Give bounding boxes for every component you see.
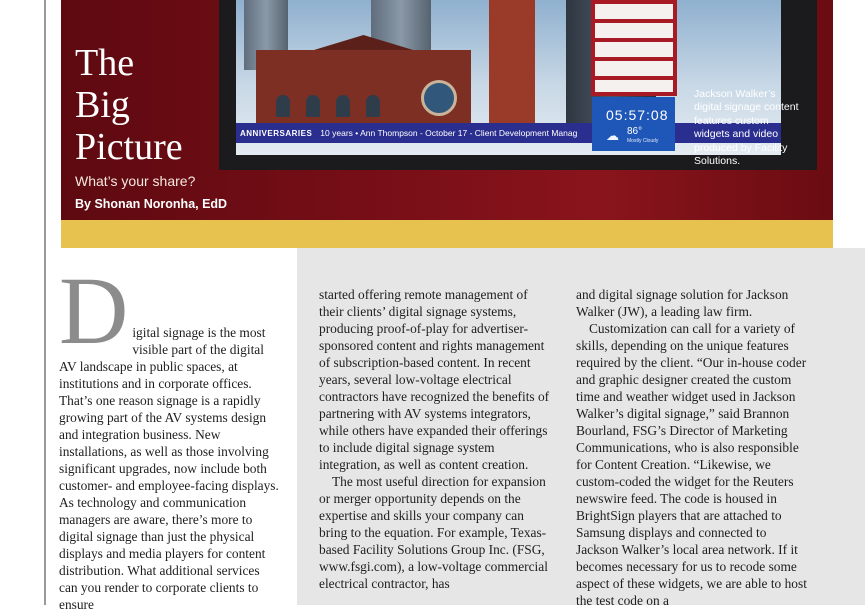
church-window	[276, 95, 290, 117]
church-window	[336, 95, 350, 117]
article-column-2	[319, 286, 552, 592]
paragraph: started offering remote management of their clients’ digital signage systems, producing proof-of-play for advertiser-sponsored content and rights management of subscription-based content. In recent years, several low-voltage electrical contractors have recognized the benefits of partnering with AV systems integrators, while others have expanded their offerings to include digital signage system integration, as well as content creation.	[319, 287, 550, 472]
church-window	[306, 95, 320, 117]
clock-time: 05:57:08	[606, 107, 669, 123]
cloud-sun-icon: ☁	[606, 128, 619, 143]
hero-banner	[61, 0, 833, 248]
paragraph: igital signage is the most visible part of the digital AV landscape in public spaces, at institutions and in corporate offices. That’s one reason signage is a rapidly growing part of the AV systems design and integration business. New installations, as well as those involving significant upgrades, now include both customer- and employee-facing displays. As technology and communication managers are aware, there’s more to digital signage than just the physical displays and media players for content distribution. What additional services can you render to corporate clients to ensure	[59, 325, 279, 612]
weather-condition: Mostly Cloudy	[627, 138, 659, 144]
title-line: Big	[75, 84, 130, 126]
ticker-label: ANNIVERSARIES	[240, 128, 313, 138]
drop-cap: D	[59, 257, 129, 364]
church-window	[366, 95, 380, 117]
paragraph: and digital signage solution for Jackson Walker (JW), a leading law firm.	[576, 287, 789, 319]
article-column-1	[59, 257, 281, 613]
news-item	[595, 42, 673, 57]
church-rose-window	[421, 80, 457, 116]
time-weather-widget	[592, 97, 675, 151]
news-item	[595, 23, 673, 38]
newswire-widget	[591, 0, 677, 96]
news-item	[595, 61, 673, 76]
page-margin-rule	[44, 0, 46, 605]
news-item	[595, 4, 673, 19]
news-item	[595, 80, 673, 92]
ticker-text: 10 years • Ann Thompson - October 17 - Client Development Manag	[320, 128, 578, 138]
church-steeple	[489, 0, 535, 130]
article-byline: By Shonan Noronha, EdD	[75, 197, 228, 211]
article-subtitle: What’s your share?	[75, 173, 196, 189]
photo-caption: Jackson Walker’s digital signage content features custom widgets and video produced by Facility Solutions.	[694, 88, 799, 168]
temperature: 86°	[627, 126, 643, 137]
article-title	[75, 42, 183, 168]
title-line: The	[75, 42, 135, 84]
title-line: Picture	[75, 126, 183, 168]
paragraph: Customization can call for a variety of skills, depending on the unique features required by the client. “Our in-house coder and graphic designer created the custom time and weather widget used in Jackson Walker’s digital signage,” said Brannon Bourland, FSG’s Director of Marketing Communications, who is also responsible for Content Creation. “Likewise, we custom-coded the widget for the Reuters newswire feed. The code is housed in BrightSign players that are attached to Samsung displays and connected to Jackson Walker’s local area network. If it becomes necessary for us to recode some aspect of these widgets, we are able to host the test code on a	[576, 321, 807, 608]
paragraph: The most useful direction for expansion or merger opportunity depends on the expertise and skills your company can bring to the equation. For example, Texas-based Facility Solutions Group Inc. (FSG, www.fsgi.com), a low-voltage commercial electrical contractor, has	[319, 474, 548, 591]
article-column-3	[576, 286, 812, 609]
